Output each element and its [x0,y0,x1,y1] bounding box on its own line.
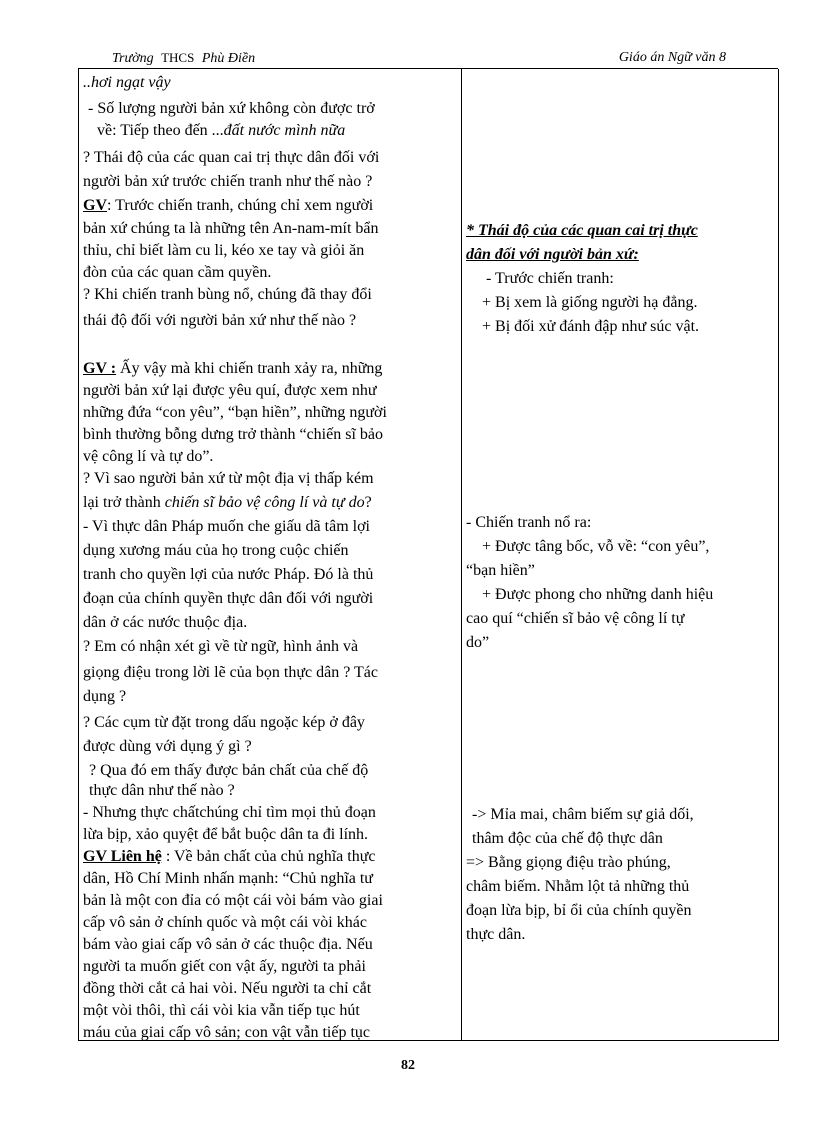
right-line: cao quí “chiến sĩ bảo vệ công lí tự [466,610,685,627]
left-line: thực dân như thế nào ? [89,782,235,799]
left-line: được dùng với dụng ý gì ? [83,738,252,755]
left-line: GV: Trước chiến tranh, chúng chỉ xem người [83,197,374,214]
left-line: một vòi thôi, thì cái vòi kia vẫn tiếp tục hút [83,1002,360,1019]
right-line: “bạn hiền” [466,562,535,579]
right-line: => Bằng giọng điệu trào phúng, [466,854,671,871]
left-line: dân ở các nước thuộc địa. [83,614,248,631]
left-line: bản xứ chúng ta là những tên An-nam-mít bẩn [83,220,379,237]
header-school-name: Phù Điền [201,51,256,66]
right-line: -> Mỉa mai, châm biếm sự giả dối, [472,806,694,823]
left-line: lại trở thành chiến sĩ bảo vệ công lí và tự do? [83,494,372,511]
left-line: dụng xương máu của họ trong cuộc chiến [83,542,349,559]
left-line: những đứa “con yêu”, “bạn hiền”, những người [83,404,387,421]
header-subject: Giáo án Ngữ văn 8 [618,50,726,65]
right-line: thực dân. [466,926,526,943]
left-line: dụng ? [83,688,127,705]
left-line: người bản xứ lại được yêu quí, được xem như [83,382,377,399]
right-line: - Chiến tranh nổ ra: [466,514,592,531]
right-line: + Bị đối xử đánh đập như súc vật. [482,318,700,335]
left-line: lừa bịp, xảo quyệt để bắt buộc dân ta đi lính. [83,826,369,843]
left-line: thái độ đối với người bản xứ như thế nào ? [83,312,357,329]
left-line: ? Em có nhận xét gì về từ ngữ, hình ảnh và [83,638,359,655]
right-line: thâm độc của chế độ thực dân [472,830,663,847]
header-school-prefix: Trường [112,51,154,66]
left-line: - Vì thực dân Pháp muốn che giấu dã tâm lợi [83,518,370,535]
right-line: + Được phong cho những danh hiệu [482,586,714,603]
right-line: do” [466,634,490,651]
gv-label: GV : [83,360,117,377]
left-line: máu của giai cấp vô sản; con vật vẫn tiếp tục [83,1024,371,1041]
header-school [112,50,255,70]
left-line: GV : Ấy vậy mà khi chiến tranh xảy ra, những [83,360,383,377]
left-line: đoạn của chính quyền thực dân đối với người [83,590,374,607]
right-line: - Trước chiến tranh: [486,270,614,287]
left-line: ? Qua đó em thấy được bản chất của chế độ [89,762,369,779]
right-line: đoạn lừa bịp, bỉ ổi của chính quyền [466,902,692,919]
left-line: cấp vô sản ở chính quốc và một cái vòi khác [83,914,367,931]
left-line: - Số lượng người bản xứ không còn được trở [88,100,375,117]
left-line: bình thường bỗng dưng trở thành “chiến sĩ bảo [83,426,383,443]
left-line: về: Tiếp theo đến ...đất nước mình nữa [97,122,346,139]
left-line: ? Vì sao người bản xứ từ một địa vị thấp kém [83,470,374,487]
left-line: ? Các cụm từ đặt trong dấu ngoặc kép ở đây [83,714,365,731]
left-line: người bản xứ trước chiến tranh như thế nào ? [83,173,373,190]
left-line: ? Khi chiến tranh bùng nổ, chúng đã thay đổi [83,286,372,303]
left-line: dân, Hồ Chí Minh nhấn mạnh: “Chủ nghĩa tư [83,870,373,887]
left-line: GV Liên hệ : Về bản chất của chủ nghĩa thực [83,848,376,865]
right-line: châm biếm. Nhằm lột tả những thủ [466,878,690,895]
gv-label: GV [83,197,107,214]
column-divider [461,69,462,1041]
left-line: ..hơi ngạt vậy [83,74,171,91]
left-line: bản là một con đỉa có một cái vòi bám vào giai [83,892,383,909]
gv-lien-he-label: GV Liên hệ [83,848,162,865]
right-line: dân đối với người bản xứ: [466,246,639,263]
left-line: - Nhưng thực chấtchúng chỉ tìm mọi thủ đoạn [83,804,376,821]
left-line: đòn của các quan cầm quyền. [83,264,272,281]
left-line: vệ công lí và tự do”. [83,448,214,465]
header-school-code: THCS [161,50,195,65]
right-line: + Bị xem là giống người hạ đẳng. [482,294,698,311]
left-line: thỉu, chỉ biết làm cu li, kéo xe tay và giỏi ăn [83,242,365,259]
left-line: tranh cho quyền lợi của nước Pháp. Đó là thủ [83,566,374,583]
page-number: 82 [401,1058,415,1073]
right-line: + Được tâng bốc, vỗ về: “con yêu”, [482,538,710,555]
left-line: ? Thái độ của các quan cai trị thực dân đối với [83,149,380,166]
left-line: giọng điệu trong lời lẽ của bọn thực dân ? Tác [83,664,378,681]
left-line: đồng thời cắt cả hai vòi. Nếu người ta chỉ cắt [83,980,372,997]
left-line: người ta muốn giết con vật ấy, người ta phải [83,958,366,975]
left-line: bám vào giai cấp vô sản ở các thuộc địa. Nếu [83,936,373,953]
right-line: * Thái độ của các quan cai trị thực [466,222,698,239]
